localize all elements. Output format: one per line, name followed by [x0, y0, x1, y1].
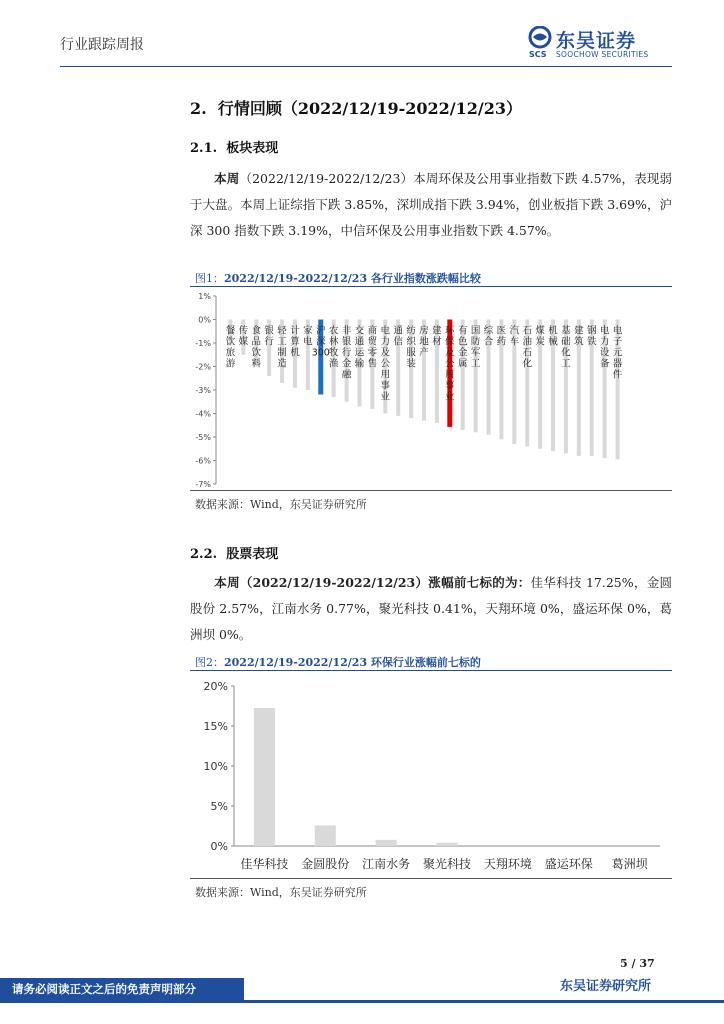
y-tick-label: -4%: [195, 409, 211, 419]
header-divider: [60, 66, 672, 67]
y-tick-label: -2%: [195, 362, 211, 372]
figure1-bottom-rule: [190, 490, 672, 491]
category-label: 国防军工: [470, 325, 481, 370]
category-label: 江南水务: [362, 857, 411, 871]
subsection-title: 板块表现: [226, 141, 279, 156]
figure1-top-rule: [190, 286, 672, 287]
bar: [437, 843, 458, 846]
category-label: 有色金属: [457, 325, 468, 370]
category-label: 聚光科技: [422, 857, 472, 871]
figure2-title: 2022/12/19-2022/12/23 环保行业涨幅前七标的: [224, 656, 481, 669]
bar: [376, 840, 397, 846]
subsection-title: 股票表现: [226, 547, 279, 562]
y-tick-label: -5%: [195, 433, 211, 442]
category-label: 计算机: [290, 325, 300, 359]
category-label: 农林牧渔: [328, 325, 339, 370]
logo-en: SOOCHOW SECURITIES: [556, 50, 649, 59]
category-label: 金圆股份: [301, 857, 350, 871]
footer-rule: [0, 1000, 724, 1003]
category-label: 基础化工: [561, 325, 571, 370]
category-label: 通信: [393, 325, 403, 348]
para-body: 佳华科技 17.25%，金圆股份 2.57%，江南水务 0.77%，聚光科技 0.41%，天翔环境 0%，盛运环保 0%，葛洲坝 0%。: [190, 575, 672, 642]
bar: [254, 708, 275, 846]
figure1-caption: [195, 270, 481, 286]
category-label: 葛洲坝: [611, 857, 648, 871]
category-label: 商贸零售: [367, 325, 378, 370]
y-tick-label: 0%: [210, 840, 228, 853]
category-label: 石油石化: [522, 325, 532, 370]
category-label: 沪深 300: [311, 325, 330, 359]
figure2-source: 数据来源：Wind，东吴证券研究所: [195, 886, 367, 899]
category-label: 佳华科技: [240, 857, 289, 871]
y-tick-label: -7%: [195, 480, 211, 489]
paragraph-sector-performance: [190, 166, 672, 244]
company-logo: [528, 26, 673, 60]
category-label: 医药: [496, 325, 507, 348]
category-label: 建筑: [574, 325, 584, 348]
logo-mark-icon: [528, 26, 554, 60]
category-label: 食品饮料: [251, 325, 262, 370]
category-label: 纺织服装: [406, 325, 416, 370]
category-label: 非银行金融: [341, 325, 352, 381]
category-label: 交通运输: [354, 325, 365, 370]
category-label: 传媒: [238, 325, 249, 348]
industry-chart: [190, 288, 672, 490]
subsection-heading-1: [190, 137, 278, 156]
subsection-heading-2: [190, 543, 278, 562]
top-stocks-chart: [190, 672, 672, 878]
category-label: 机械: [548, 325, 558, 348]
category-label: 天翔环境: [483, 857, 532, 871]
figure1-title: 2022/12/19-2022/12/23 各行业指数涨跌幅比较: [224, 272, 481, 285]
bar: [315, 825, 336, 846]
subsection-number: 2.1.: [190, 141, 218, 156]
figure2-top-rule: [190, 670, 672, 671]
category-label: 银行: [264, 325, 274, 348]
category-label: 建材: [432, 325, 442, 348]
figure2-bottom-rule: [190, 878, 672, 879]
disclaimer-banner: 请务必阅读正文之后的免责声明部分: [0, 978, 244, 1000]
category-label: 煤炭: [535, 325, 545, 348]
category-label: 综合: [483, 325, 494, 348]
page-number: 5 / 37: [620, 957, 655, 970]
y-tick-label: 1%: [198, 292, 211, 301]
y-tick-label: -1%: [195, 339, 211, 348]
category-label: 钢铁: [586, 325, 597, 348]
para-body: （2022/12/19-2022/12/23）本周环保及公用事业指数下跌 4.57%，表现弱于大盘。本周上证综指下跌 3.85%，深圳成指下跌 3.94%，创业板指下跌 3.69%，沪深 300 指数下跌 3.19%，中信环保及公用事业指数下跌 4.57%。: [190, 171, 672, 238]
category-label: 电力设备: [599, 325, 610, 370]
para-lead: 本周（2022/12/19-2022/12/23）涨幅前七标的为：: [214, 575, 531, 590]
logo-cn: 东吴证券: [556, 30, 637, 52]
y-tick-label: 15%: [203, 720, 228, 733]
figure1-label: 图1：: [195, 272, 224, 285]
category-label: 盛运环保: [544, 857, 593, 871]
y-tick-label: 5%: [210, 800, 228, 813]
section-title: 行情回顾（2022/12/19-2022/12/23）: [217, 99, 522, 118]
y-tick-label: -3%: [195, 386, 211, 395]
y-tick-label: 10%: [203, 760, 228, 773]
figure2-caption: [195, 654, 481, 670]
y-tick-label: 20%: [203, 680, 228, 693]
category-label: 电子元器件: [612, 325, 623, 381]
figure1-source: 数据来源：Wind，东吴证券研究所: [195, 498, 367, 511]
y-tick-label: 0%: [198, 315, 211, 325]
report-type: 行业跟踪周报: [60, 37, 144, 53]
section-number: 2.: [190, 99, 207, 118]
category-label: 环保及公用事业: [445, 325, 455, 403]
category-label: 汽车: [509, 325, 520, 348]
figure2-label: 图2：: [195, 656, 224, 669]
y-tick-label: -6%: [195, 456, 211, 466]
section-heading: [190, 96, 522, 119]
footer-org: 东吴证券研究所: [560, 979, 652, 994]
para-lead: 本周: [214, 171, 240, 186]
paragraph-stock-performance: [190, 570, 672, 648]
category-label: 轻工制造: [277, 325, 287, 370]
category-label: 餐饮旅游: [225, 325, 236, 370]
category-label: 电力及公用事业: [380, 325, 391, 403]
logo-mark-text: SCS: [529, 50, 547, 59]
category-label: 房地产: [419, 325, 429, 359]
subsection-number: 2.2.: [190, 547, 218, 562]
category-label: 家电: [303, 325, 313, 348]
